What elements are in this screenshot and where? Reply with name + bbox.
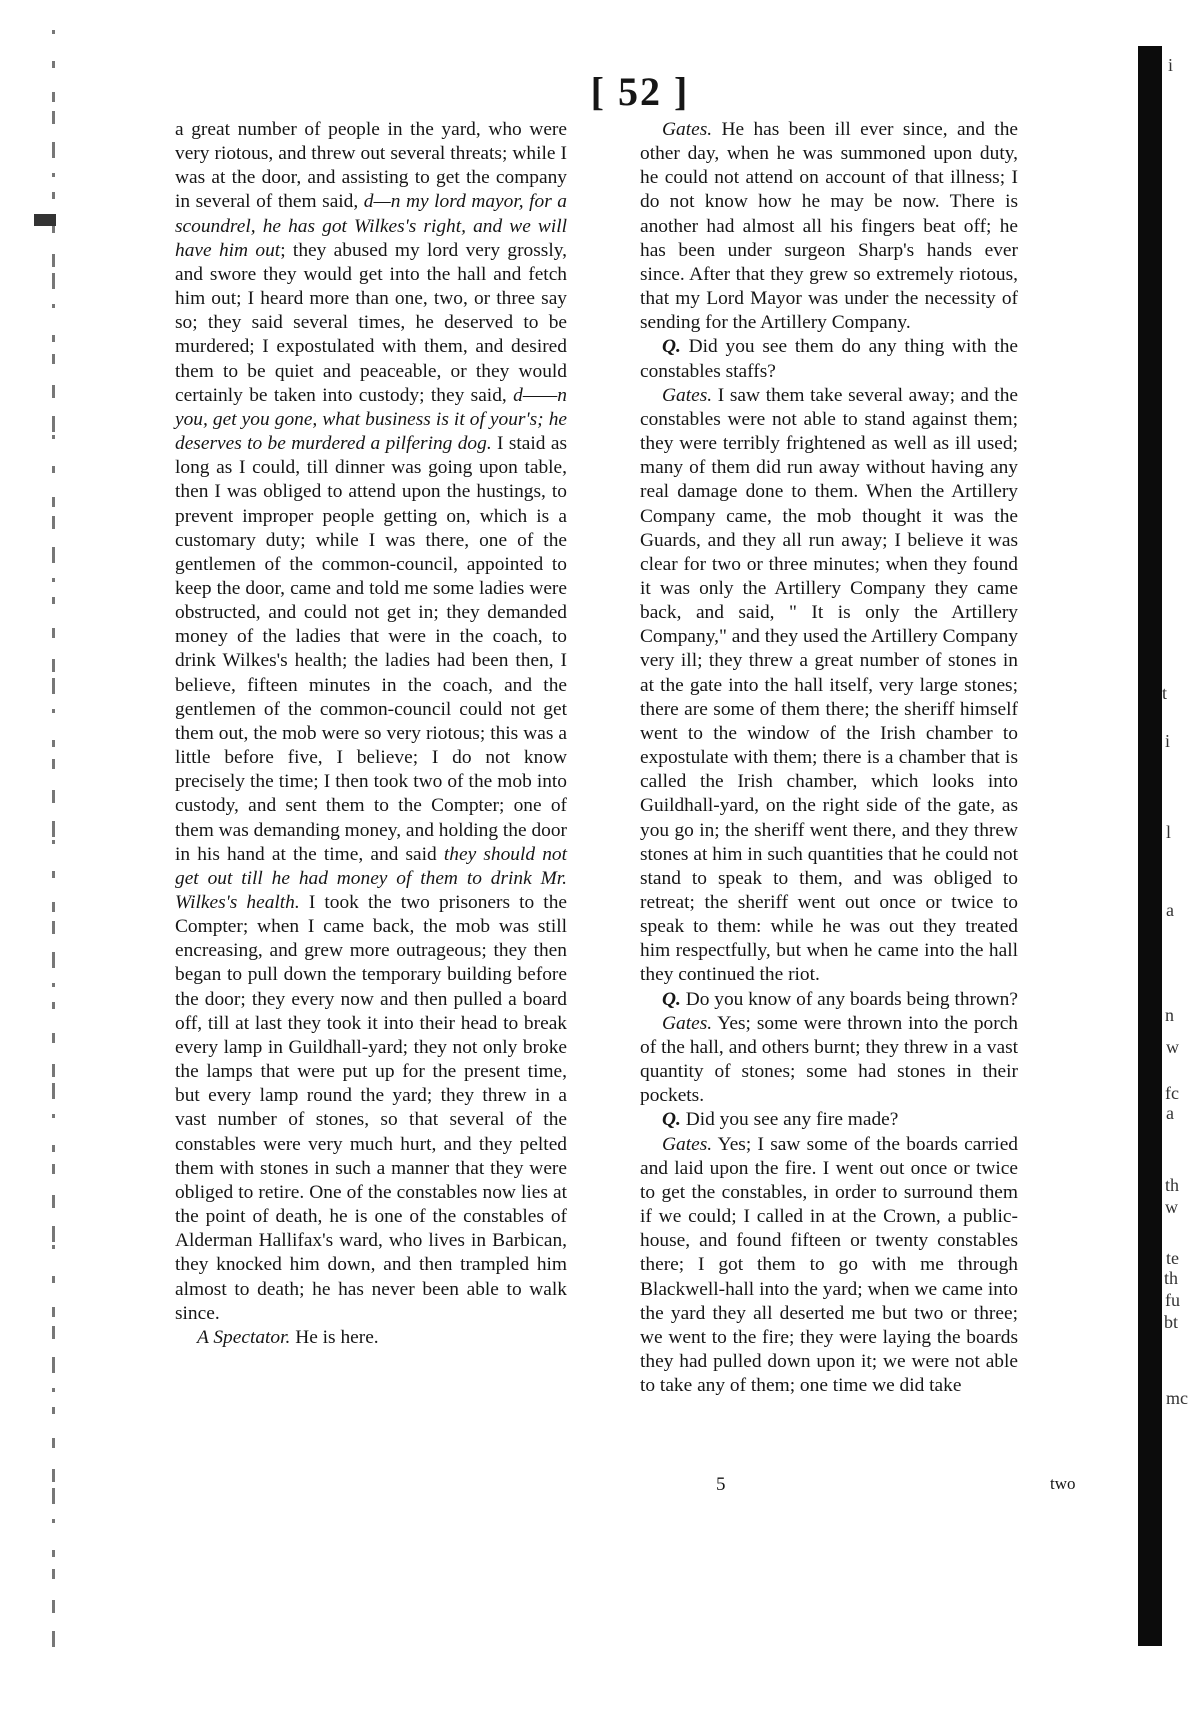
scan-mark — [52, 385, 55, 398]
scan-mark — [52, 1600, 55, 1613]
scan-mark — [52, 516, 55, 529]
scan-mark — [52, 902, 55, 912]
scan-mark — [52, 61, 55, 68]
scan-mark — [52, 1357, 55, 1373]
scan-mark — [52, 1438, 55, 1448]
scan-mark — [52, 1307, 55, 1317]
scan-mark — [52, 1276, 55, 1283]
scan-mark — [52, 435, 55, 439]
scan-mark — [52, 1226, 55, 1242]
question-mark: Q. — [662, 988, 681, 1010]
speaker-label: A Spectator. — [197, 1326, 291, 1348]
scan-mark — [52, 1326, 55, 1339]
testimony-text: Yes; some were thrown into the porch of the hall, and others burnt; they threw in a vast quantity of stones; some had stones in their pockets. — [640, 1012, 1018, 1107]
left-paragraph-1 — [175, 118, 567, 1326]
scan-mark — [52, 273, 55, 289]
scan-mark — [52, 1631, 55, 1647]
right-paragraph-4 — [640, 1133, 1018, 1399]
catchword: two — [1050, 1474, 1076, 1493]
margin-fragment: n — [1165, 1005, 1174, 1025]
scan-mark — [52, 111, 55, 124]
scan-mark — [52, 1519, 55, 1523]
question-1 — [640, 335, 1018, 383]
question-mark: Q. — [662, 336, 681, 358]
scan-mark — [52, 759, 55, 769]
scan-mark — [52, 952, 55, 968]
scan-mark — [52, 871, 55, 878]
scan-mark — [52, 466, 55, 473]
scan-mark — [52, 1083, 55, 1099]
testimony-text: I took the two prisoners to the Compter; when I came back, the mob was still encreasing, and grew more outrageous; they then began to pull down the temporary building before the door; they every now and then pulled a board off, till at last they took it into their head to break every lamp in Guildhall-yard; they not only broke the lamps that were put up for the present time, but every lamp round the yard; they threw in a vast number of stones, so that several of the constables were very much hurt, and they pelted them with stones in such a manner that they were obliged to retire. One of the constables now lies at the point of death, he is one of the constables of Alderman Hallifax's ward, who lives in Barbican, they knocked him down, and then trampled him almost to death; he has never been able to walk since. — [175, 892, 567, 1324]
question-3 — [640, 1108, 1018, 1132]
scan-mark — [52, 1388, 55, 1392]
margin-fragment: te — [1166, 1248, 1179, 1268]
scan-mark — [52, 1002, 55, 1009]
testimony-text: I staid as long as I could, till dinner was going upon table, then I was obliged to attend upon the hustings, to prevent improper people getting on, which is a customary duty; while I was there, one of the gentlemen of the common-council, appointed to keep the door, came and told me some ladies were obstructed, and could not get in; they demanded money of the ladies that were in the coach, to drink Wilkes's health; the ladies had been then, I believe, fifteen minutes in the coach, and the gentlemen of the common-council could not get them out, the mob were so very riotous; this was a little before five, I believe; I do not know precisely the time; I then took two of the mob into custody, and sent them to the Compter; one of them was demanding money, and holding the door in his hand at the time, and said — [175, 433, 567, 865]
margin-fragment: fc — [1165, 1083, 1179, 1103]
margin-fragment: fu — [1165, 1290, 1180, 1310]
margin-fragment: bt — [1164, 1312, 1179, 1332]
scan-mark — [52, 1033, 55, 1043]
scan-mark — [52, 173, 55, 177]
scan-mark — [52, 416, 55, 432]
book-binding-shadow — [1138, 46, 1162, 1646]
right-paragraph-3 — [640, 1012, 1018, 1109]
margin-fragment: w — [1166, 1037, 1179, 1057]
margin-fragment: i — [1168, 55, 1174, 75]
margin-fragment: l — [1166, 822, 1172, 842]
testimony-text: ; they abused my lord very grossly, and swore they would get into the hall and fetch him out; I heard more than one, two, or three say so; they said several times, he deserved to be murdered; I expostulated with them, and desired them to be quiet and peaceable, or they would certainly be taken into custody; they said, — [175, 239, 568, 406]
scan-mark — [52, 840, 55, 844]
scan-mark — [52, 821, 55, 837]
testimony-text: I saw them take several away; and the constables were not able to stand against them; they were terribly frightened as well as ill used; many of them did run away without having any real damage done to them. When the Artillery Company came, the mob thought it was the Guards, and they all run away; I believe it was clear for two or three minutes; when they found it was only the Artillery Company they came back, and said, " It is only the Artillery Company," and they used the Artillery Company very ill; they threw a great number of stones in at the gate into the hall itself, very large stones; there are some of them there; the sheriff himself went to the window of the Irish chamber to expostulate with them; there is a chamber that is called the Irish chamber, which looks into Guildhall-yard, on the right side of the gate, as you go in; the sheriff went there, and they threw stones at him in such quantities that he could not stand to speak to them, and was obliged to retreat; the sheriff went out once or twice to speak to them: while he was out they treated him respectfully, but when he came into the hall they continued the riot. — [640, 384, 1018, 986]
scan-mark — [52, 497, 55, 507]
scan-mark — [52, 30, 55, 34]
margin-fragment: t — [1162, 683, 1168, 703]
right-paragraph-2 — [640, 384, 1018, 988]
scan-mark — [52, 1245, 55, 1249]
speaker-label: Gates. — [662, 1133, 713, 1155]
question-2 — [640, 988, 1018, 1012]
left-paragraph-2 — [175, 1326, 567, 1350]
margin-fragment: mc — [1166, 1388, 1188, 1408]
scan-mark — [52, 740, 55, 747]
scan-mark — [52, 1145, 55, 1152]
testimony-text: He has been ill ever since, and the other day, when he was summoned upon duty, he could not attend on account of that illness; I do not know how he may be now. There is another had almost all his fingers beat off; he has been under surgeon Sharp's hands ever since. After that they grew so extremely riotous, that my Lord Mayor was under the necessity of sending for the Artillery Company. — [640, 119, 1018, 334]
speaker-label: Gates. — [662, 1012, 713, 1034]
scan-mark — [52, 1550, 55, 1557]
scan-mark — [52, 354, 55, 364]
quoted-speech: they should not get out till he had money of them to drink Mr. Wilkes's health. — [175, 843, 567, 913]
scan-mark — [52, 1407, 55, 1414]
speaker-label: Gates. — [662, 119, 713, 140]
scan-mark — [52, 678, 55, 694]
margin-fragment: a — [1166, 1103, 1174, 1123]
testimony-text: He is here. — [290, 1326, 379, 1348]
scan-mark — [52, 659, 55, 672]
scan-mark — [52, 1195, 55, 1208]
scan-mark — [52, 578, 55, 582]
margin-fragment: i — [1165, 731, 1171, 751]
scan-mark — [52, 628, 55, 638]
page-number: [ 52 ] — [590, 69, 690, 114]
scan-mark — [52, 335, 55, 342]
quoted-speech: d—n my lord mayor, for a scoundrel, he has got Wilkes's right, and we will have him out — [175, 191, 568, 261]
testimony-text: a great number of people in the yard, who were very riotous, and threw out several threats; while I was at the door, and assisting to get the company in several of them said, — [175, 119, 567, 213]
right-column — [640, 118, 1018, 1398]
left-edge-scan-marks — [40, 30, 70, 1650]
question-mark: Q. — [662, 1109, 681, 1131]
scan-mark — [52, 254, 55, 267]
margin-fragment: w — [1165, 1197, 1178, 1217]
question-text: Did you see them do any thing with the constables staffs? — [640, 336, 1018, 382]
scan-mark — [52, 1164, 55, 1174]
scan-mark — [52, 1488, 55, 1504]
scan-mark — [52, 192, 55, 199]
scan-mark — [52, 983, 55, 987]
left-column — [175, 118, 567, 1350]
testimony-text: Yes; I saw some of the boards carried and laid upon the fire. I went out once or twice to get the constables, in order to surround them if we could; I called in at the Crown, a public-house, and found fifteen or twenty constables there; I got them to go with me through Blackwell-hall into the yard; when we came into the yard they all deserted me but two or three; we went to the fire; they were laying the boards they had pulled down upon it; we were not able to take any of them; one time we did take — [640, 1133, 1018, 1397]
scan-mark — [52, 790, 55, 803]
right-paragraph-1 — [640, 118, 1018, 335]
scan-mark — [52, 921, 55, 934]
quoted-speech: d——n you, get you gone, what business is it of your's; he deserves to be murdered a pilfering dog. — [175, 384, 567, 455]
scan-mark — [52, 92, 55, 102]
speaker-label: Gates. — [662, 384, 713, 406]
scan-mark — [52, 547, 55, 563]
margin-fragment: th — [1164, 1268, 1179, 1288]
scan-mark — [52, 1114, 55, 1118]
scan-mark — [52, 1469, 55, 1482]
ink-blot — [34, 214, 56, 226]
question-text: Do you know of any boards being thrown? — [680, 988, 1018, 1010]
question-text: Did you see any fire made? — [680, 1109, 899, 1131]
scan-mark — [52, 1064, 55, 1077]
scan-mark — [52, 597, 55, 604]
signature-mark: 5 — [716, 1474, 726, 1495]
scan-mark — [52, 709, 55, 713]
scan-mark — [52, 1569, 55, 1579]
margin-fragment: a — [1166, 900, 1174, 920]
margin-fragment: th — [1165, 1175, 1180, 1195]
scan-mark — [52, 304, 55, 308]
scan-mark — [52, 142, 55, 158]
